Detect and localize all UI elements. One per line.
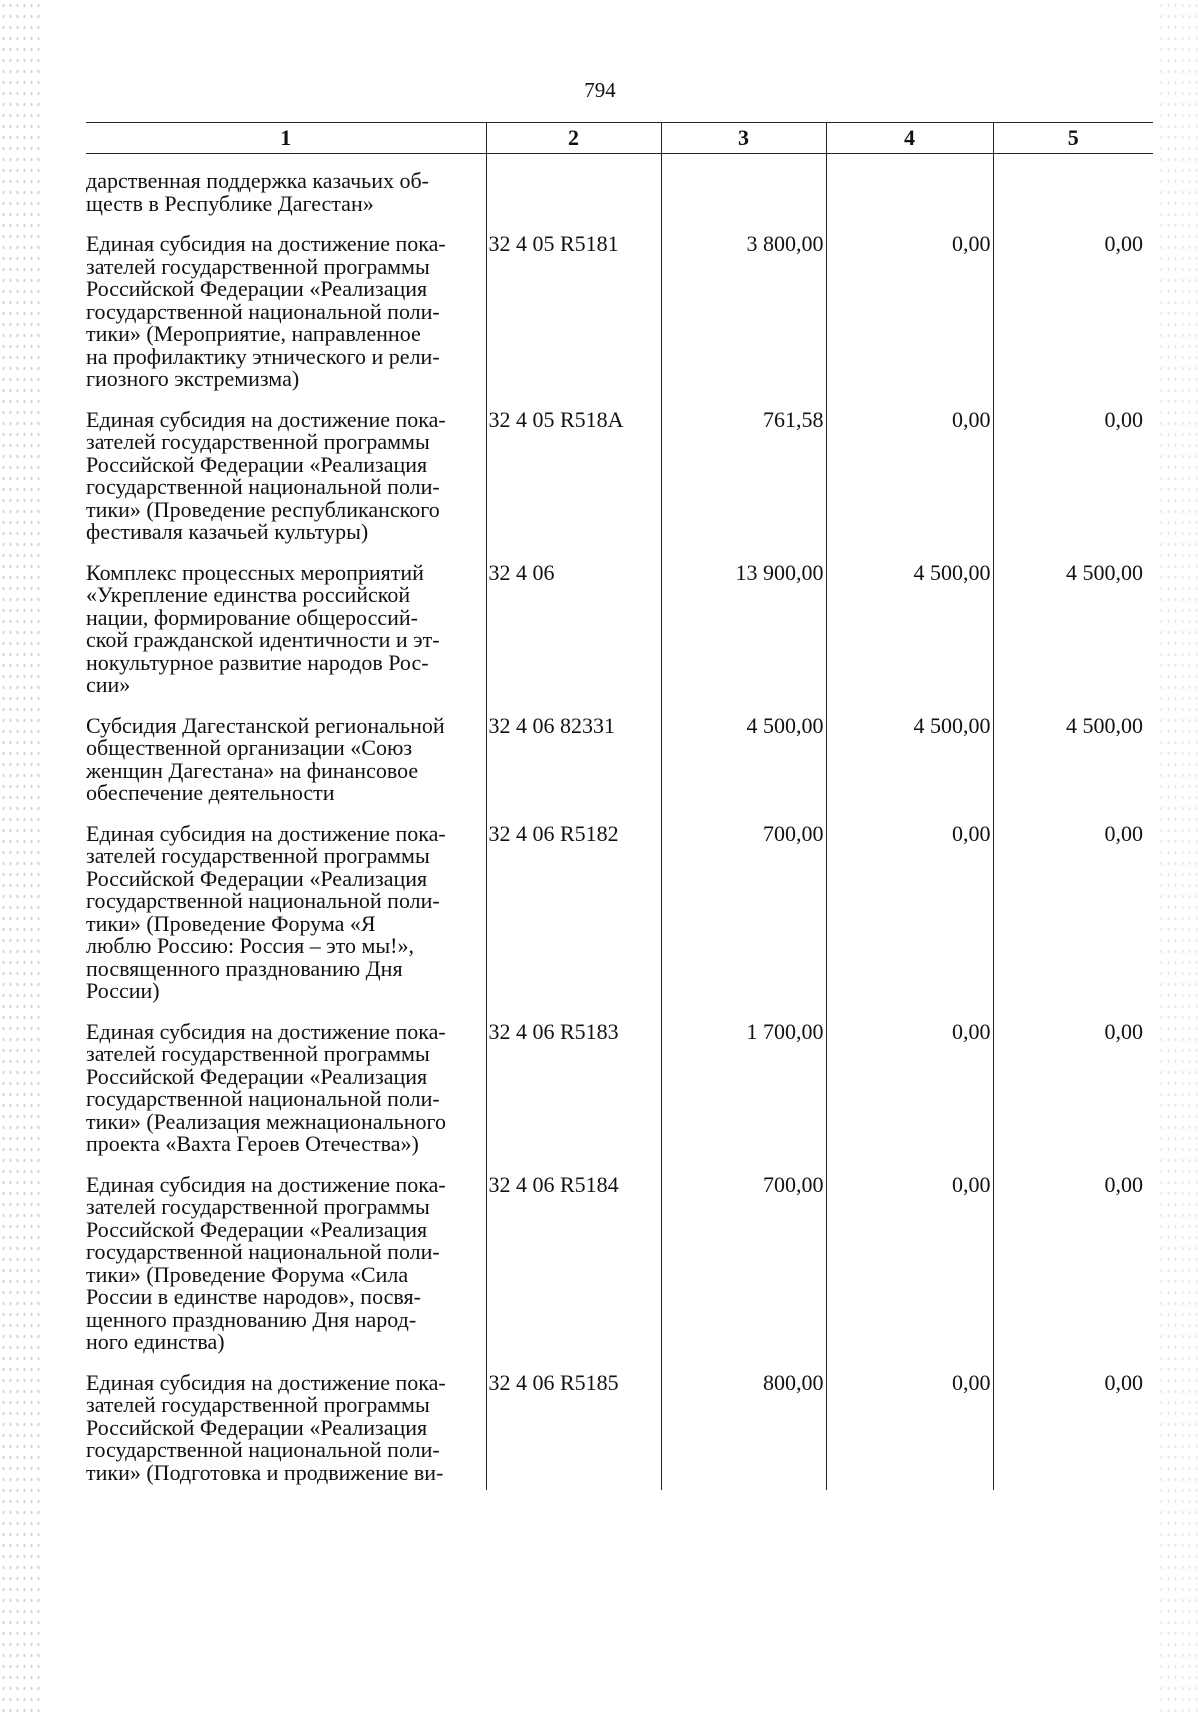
- row-name-text: Субсидия Дагестанской региональной общественной организации «Союз женщин Дагестана» на финансовое обеспечение деятельности: [86, 712, 445, 805]
- table-row: [86, 1174, 1153, 1372]
- row-value-3-text: 13 900,00: [735, 559, 824, 585]
- row-name-text: Единая субсидия на достижение пока- зателей государственной программы Российской Федерации «Реализация государственной национальной поли- тики» (Мероприятие, направленное на профилактику этнического и рели- гиозного экстремизма): [86, 231, 446, 391]
- row-value-5-cell: [993, 559, 1153, 715]
- row-code-cell: [486, 1369, 661, 1491]
- row-name-text: Комплекс процессных мероприятий «Укрепление единства российской нации, формирование общероссий- ской гражданской идентичности и эт- нокультурное развитие народов Рос- сии»: [86, 559, 440, 697]
- row-code-cell: [486, 712, 661, 823]
- row-name-cell: [86, 154, 486, 234]
- row-value-5-text: 0,00: [1104, 1369, 1143, 1395]
- row-value-3-cell: [661, 154, 826, 234]
- row-value-5-cell: [993, 712, 1153, 823]
- row-name-cell: [86, 1171, 486, 1372]
- page-number: 794: [584, 78, 616, 102]
- row-code-cell: [486, 1171, 661, 1372]
- row-name-text: Единая субсидия на достижение пока- зателей государственной программы Российской Федерации «Реализация государственной национальной поли- тики» (Реализация межнационального проекта «Вахта Героев Отечества»): [86, 1018, 446, 1156]
- table-row: [86, 1372, 1153, 1491]
- table-row: [86, 715, 1153, 823]
- row-value-4-text: 0,00: [952, 406, 991, 432]
- row-name-text: Единая субсидия на достижение пока- зателей государственной программы Российской Федерации «Реализация государственной национальной поли- тики» (Подготовка и продвижение ви-: [86, 1369, 446, 1485]
- row-value-3-cell: [661, 1171, 826, 1372]
- row-value-3-cell: [661, 1369, 826, 1491]
- row-code-text: 32 4 05 R5181: [488, 231, 619, 256]
- table-row: [86, 154, 1153, 234]
- table-row: [86, 233, 1153, 409]
- row-code-cell: [486, 559, 661, 715]
- row-code-text: 32 4 06 82331: [488, 712, 615, 738]
- row-name-text: Единая субсидия на достижение пока- зателей государственной программы Российской Федерации «Реализация государственной национальной поли- тики» (Проведение Форума «Сила России в единстве народов», посвя- щенного празднованию Дня народ- ного единства): [86, 1171, 446, 1354]
- row-value-4-text: 4 500,00: [913, 712, 991, 738]
- column-header-1: 1: [86, 123, 486, 154]
- row-code-text: 32 4 06: [488, 559, 555, 585]
- row-value-4-text: 0,00: [952, 1171, 991, 1197]
- row-value-3-text: 3 800,00: [746, 231, 824, 256]
- row-code-text: 32 4 06 R5185: [488, 1369, 619, 1395]
- row-name-text: Единая субсидия на достижение пока- зателей государственной программы Российской Федерации «Реализация государственной национальной поли- тики» (Проведение Форума «Я люблю Россию: Россия – это мы!», посвященного празднованию Дня России): [86, 820, 446, 1003]
- row-value-4-cell: [826, 1018, 993, 1174]
- scan-noise-right: [1158, 0, 1200, 1718]
- row-value-5-text: 0,00: [1104, 820, 1143, 846]
- row-value-4-cell: [826, 154, 993, 234]
- row-value-4-cell: [826, 559, 993, 715]
- column-header-4: 4: [826, 123, 993, 154]
- column-header-3: 3: [661, 123, 826, 154]
- row-value-3-text: 800,00: [763, 1369, 824, 1395]
- row-name-cell: [86, 1018, 486, 1174]
- row-value-4-cell: [826, 1171, 993, 1372]
- row-code-cell: [486, 820, 661, 1021]
- row-value-4-cell: [826, 406, 993, 562]
- table-row: [86, 823, 1153, 1021]
- row-value-5-cell: [993, 154, 1153, 234]
- table-row: [86, 409, 1153, 562]
- row-value-3-cell: [661, 406, 826, 562]
- row-value-3-text: 4 500,00: [746, 712, 824, 738]
- row-value-5-cell: [993, 1369, 1153, 1491]
- row-name-cell: [86, 233, 486, 409]
- row-name-text: дарственная поддержка казачьих об- ществ в Республике Дагестан»: [86, 168, 429, 216]
- row-code-cell: [486, 406, 661, 562]
- table-row: [86, 562, 1153, 715]
- row-value-3-text: 700,00: [763, 820, 824, 846]
- row-value-5-text: 0,00: [1104, 231, 1143, 256]
- row-value-4-cell: [826, 233, 993, 409]
- row-code-text: 32 4 05 R518A: [488, 406, 624, 432]
- row-value-3-cell: [661, 712, 826, 823]
- row-value-4-text: 0,00: [952, 231, 991, 256]
- table-row: [86, 1021, 1153, 1174]
- row-value-3-text: 1 700,00: [746, 1018, 824, 1044]
- row-value-4-text: 0,00: [952, 1369, 991, 1395]
- row-value-5-cell: [993, 1171, 1153, 1372]
- row-value-4-cell: [826, 712, 993, 823]
- table-header-row: [86, 123, 1153, 154]
- row-name-text: Единая субсидия на достижение пока- зателей государственной программы Российской Федерации «Реализация государственной национальной поли- тики» (Проведение республиканского фестиваля казачьей культуры): [86, 406, 446, 544]
- row-value-4-text: 4 500,00: [913, 559, 991, 585]
- scan-noise-left: [0, 0, 42, 1718]
- row-value-4-cell: [826, 820, 993, 1021]
- row-value-4-text: 0,00: [952, 820, 991, 846]
- row-value-5-text: 0,00: [1104, 406, 1143, 432]
- row-value-5-text: 0,00: [1104, 1171, 1143, 1197]
- row-code-text: 32 4 06 R5184: [488, 1171, 619, 1197]
- row-value-5-cell: [993, 820, 1153, 1021]
- row-value-5-text: 0,00: [1104, 1018, 1143, 1044]
- row-value-5-text: 4 500,00: [1066, 559, 1143, 585]
- row-code-cell: [486, 233, 661, 409]
- row-name-cell: [86, 559, 486, 715]
- budget-table: [86, 122, 1153, 1490]
- row-code-text: 32 4 06 R5183: [488, 1018, 619, 1044]
- row-value-5-cell: [993, 406, 1153, 562]
- row-value-4-cell: [826, 1369, 993, 1491]
- row-value-5-cell: [993, 233, 1153, 409]
- row-name-cell: [86, 406, 486, 562]
- table-body: [86, 154, 1153, 1491]
- row-code-text: 32 4 06 R5182: [488, 820, 619, 846]
- row-value-3-cell: [661, 820, 826, 1021]
- row-value-5-cell: [993, 1018, 1153, 1174]
- row-code-cell: [486, 1018, 661, 1174]
- row-value-3-cell: [661, 1018, 826, 1174]
- row-name-cell: [86, 820, 486, 1021]
- budget-table-container: [86, 122, 1153, 1582]
- row-value-4-text: 0,00: [952, 1018, 991, 1044]
- column-header-5: 5: [993, 123, 1153, 154]
- row-value-3-cell: [661, 559, 826, 715]
- row-code-cell: [486, 154, 661, 234]
- row-value-3-text: 761,58: [763, 406, 824, 432]
- row-name-cell: [86, 1369, 486, 1491]
- row-value-3-text: 700,00: [763, 1171, 824, 1197]
- row-name-cell: [86, 712, 486, 823]
- row-value-3-cell: [661, 233, 826, 409]
- column-header-2: 2: [486, 123, 661, 154]
- row-value-5-text: 4 500,00: [1066, 712, 1143, 738]
